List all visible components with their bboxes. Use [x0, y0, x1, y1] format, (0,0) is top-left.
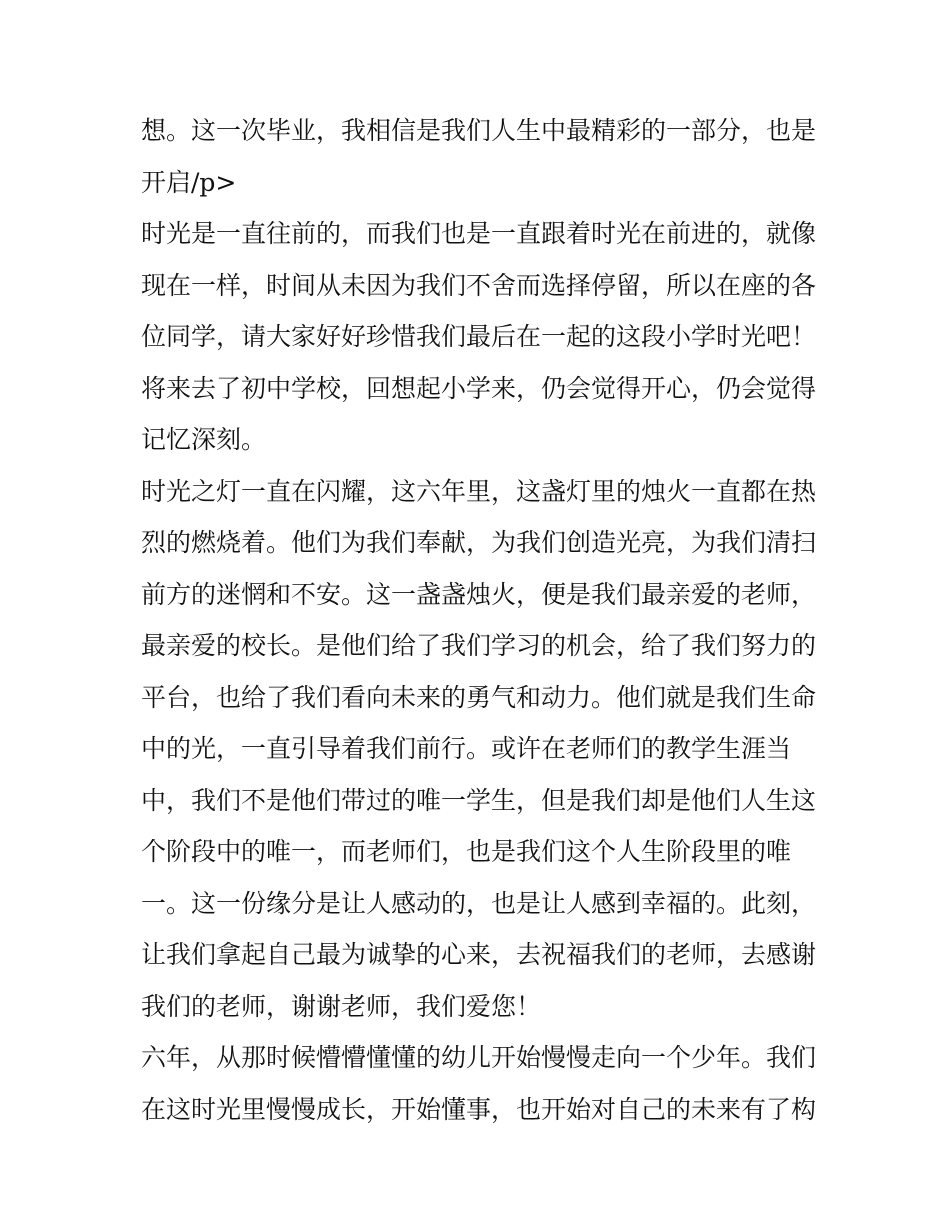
- text-line: 最亲爱的校长。是他们给了我们学习的机会，给了我们努力的: [141, 631, 817, 660]
- text-line: 烈的燃烧着。他们为我们奉献，为我们创造光亮，为我们清扫: [141, 528, 817, 557]
- text-line: 平台，也给了我们看向未来的勇气和动力。他们就是我们生命: [141, 682, 817, 712]
- body-text: [141, 105, 821, 1135]
- text-line: 想。这一次毕业，我相信是我们人生中最精彩的一部分，也是: [141, 116, 817, 145]
- text-line: 记忆深刻。: [141, 425, 267, 454]
- text-line: 中，我们不是他们带过的唯一学生，但是我们却是他们人生这: [141, 785, 817, 815]
- text-line: 一。这一份缘分是让人感动的，也是让人感到幸福的。此刻，: [141, 888, 817, 918]
- text-line: 开启/p>: [141, 167, 237, 197]
- text-line: 时光是一直往前的，而我们也是一直跟着时光在前进的，就像: [141, 219, 817, 248]
- text-line: 让我们拿起自己最为诚挚的心来，去祝福我们的老师，去感谢: [141, 940, 817, 969]
- text-line: 时光之灯一直在闪耀，这六年里，这盏灯里的烛火一直都在热: [141, 476, 817, 506]
- text-line: 个阶段中的唯一，而老师们，也是我们这个人生阶段里的唯: [141, 837, 792, 866]
- text-line: 在这时光里慢慢成长，开始懂事，也开始对自己的未来有了构: [141, 1094, 817, 1124]
- text-line: 前方的迷惘和不安。这一盏盏烛火，便是我们最亲爱的老师，: [141, 579, 817, 609]
- text-line: 中的光，一直引导着我们前行。或许在老师们的教学生涯当: [141, 734, 792, 763]
- text-line: 我们的老师，谢谢老师，我们爱您！: [141, 991, 542, 1021]
- text-line: 现在一样，时间从未因为我们不舍而选择停留，所以在座的各: [141, 270, 817, 300]
- text-line: 将来去了初中学校，回想起小学来，仍会觉得开心，仍会觉得: [141, 373, 817, 403]
- text-line: 六年，从那时候懵懵懂懂的幼儿开始慢慢走向一个少年。我们: [141, 1043, 817, 1072]
- text-line: 位同学，请大家好好珍惜我们最后在一起的这段小学时光吧！: [141, 322, 817, 351]
